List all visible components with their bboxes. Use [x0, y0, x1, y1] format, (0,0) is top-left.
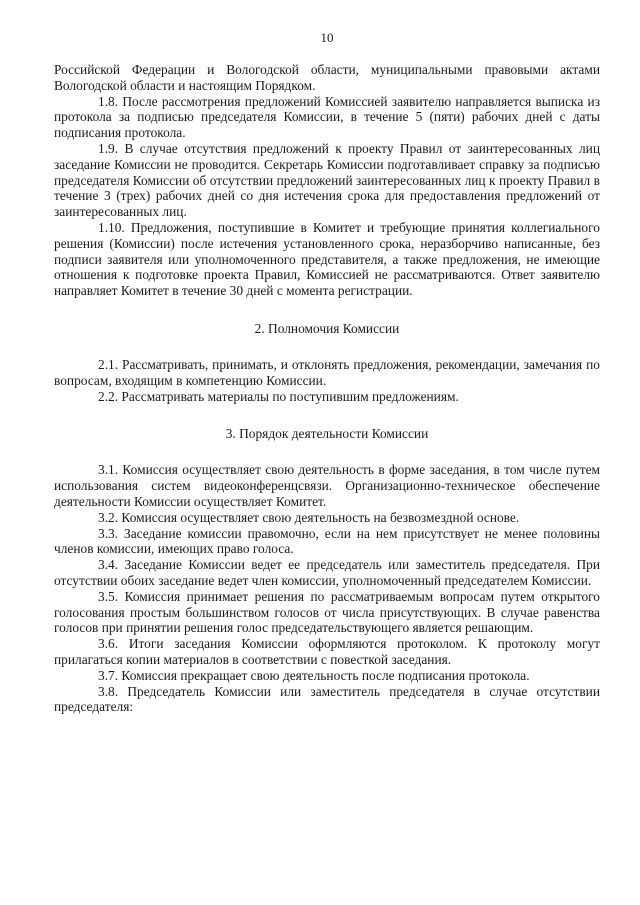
paragraph-3-7: 3.7. Комиссия прекращает свою деятельность после подписания протокола.	[98, 667, 530, 683]
paragraph-1-8: 1.8. После рассмотрения предложений Комиссией заявителю направляется выписка из протокола за подписью председателя Комиссии, в течение 5 (пяти) рабочих дней с даты подписания протокола.	[54, 93, 600, 141]
paragraph-3-6: 3.6. Итоги заседания Комиссии оформляются протоколом. К протоколу могут прилагаться копии материалов в соответствии с повесткой заседания.	[54, 636, 600, 667]
paragraph-3-8: 3.8. Председатель Комиссии или заместитель председателя в случае отсутствии председателя:	[54, 683, 600, 715]
intro-paragraph: Российской Федерации и Вологодской области, муниципальными правовыми актами Вологодской области и настоящим Порядком.	[54, 62, 600, 93]
paragraph-2-1: 2.1. Рассматривать, принимать, и отклонять предложения, рекомендации, замечания по вопросам, входящим в компетенцию Комиссии.	[54, 356, 600, 388]
paragraph-3-5: 3.5. Комиссия принимает решения по рассматриваемым вопросам путем открытого голосования простым большинством голосов от числа присутствующих. В случае равенства голосов при принятии решения голос председательствующего является решающим.	[54, 588, 600, 636]
paragraph-3-2: 3.2. Комиссия осуществляет свою деятельность на безвозмездной основе.	[98, 509, 520, 525]
paragraph-3-1: 3.1. Комиссия осуществляет свою деятельность в форме заседания, в том числе путем использования систем видеоконференцсвязи. Организационно-техническое обеспечение деятельности Комиссии осуществляет Комитет.	[54, 462, 600, 509]
page-number: 10	[320, 30, 334, 45]
paragraph-1-10: 1.10. Предложения, поступившие в Комитет и требующие принятия коллегиального решения (Комиссии) после истечения установленного срока, неразборчиво написанные, без подписи заявителя или уполномоченного представителя, а также предложения, не имеющие отношения к подготовке проекта Правил, Комиссией не рассматриваются. Ответ заявителю направляет Комитет в течение 30 дней с момента регистрации.	[54, 219, 600, 299]
section-2-heading: 2. Полномочия Комиссии	[254, 320, 400, 336]
section-3-heading: 3. Порядок деятельности Комиссии	[225, 426, 429, 442]
paragraph-2-2: 2.2. Рассматривать материалы по поступившим предложениям.	[98, 388, 459, 404]
paragraph-1-9: 1.9. В случае отсутствия предложений к проекту Правил от заинтересованных лиц заседание Комиссии не проводится. Секретарь Комиссии подготавливает справку за подписью председателя Комиссии об отсутствии предложений заинтересованных лиц к проекту Правил в течение 3 (трех) рабочих дней со дня истечения срока для предоставления предложений от заинтересованных лиц.	[54, 140, 600, 220]
paragraph-3-3: 3.3. Заседание комиссии правомочно, если на нем присутствует не менее половины членов комиссии, имеющих право голоса.	[54, 525, 600, 557]
paragraph-3-4: 3.4. Заседание Комиссии ведет ее председатель или заместитель председателя. При отсутствии обоих заседание ведет член комиссии, уполномоченный председателем Комиссии.	[54, 557, 600, 588]
